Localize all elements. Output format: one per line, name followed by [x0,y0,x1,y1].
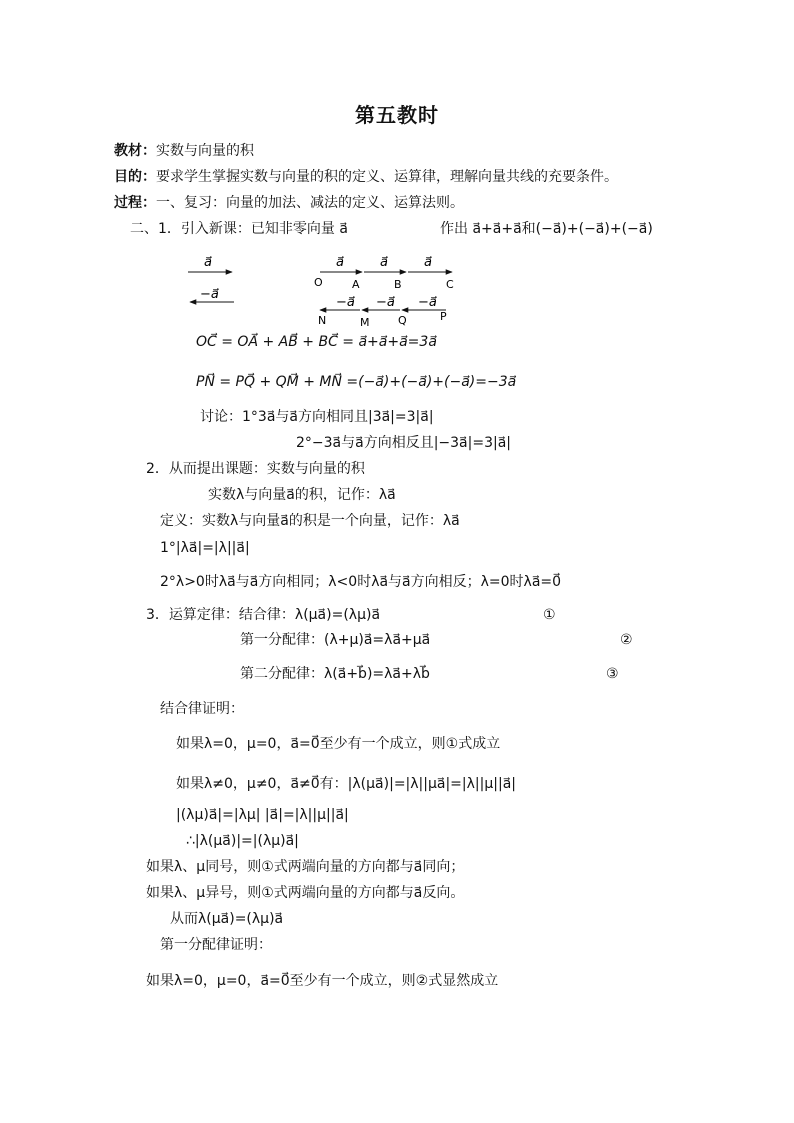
proof-line-4: ∴|λ(μa⃗)|=|(λμ)a⃗| [186,833,299,849]
goal-text: 要求学生掌握实数与向量的积的定义、运算律，理解向量共线的充要条件。 [156,169,618,185]
topic-notation: 实数λ与向量a⃗的积，记作：λa⃗ [208,487,396,503]
goal-label: 目的： [114,169,156,185]
proof-conclusion: 从而λ(μa⃗)=(λμ)a⃗ [170,911,284,927]
material-line [114,142,254,160]
proof-line-6: 如果λ、μ异号，则①式两端向量的方向都与a⃗反向。 [146,885,465,901]
discuss-1: 讨论：1°3a⃗与a⃗方向相同且|3a⃗|=3|a⃗| [200,409,434,425]
proof-line-5: 如果λ、μ同号，则①式两端向量的方向都与a⃗同向； [146,859,465,875]
proof-case-8: 如果λ=0，μ=0，a⃗=0⃗至少有一个成立，则②式显然成立 [146,973,499,989]
proof-case-2: 如果λ≠0，μ≠0，a⃗≠0⃗有：|λ(μa⃗)|=|λ||μa⃗|=|λ||μ||a⃗| [176,776,516,792]
point-n: N [318,314,327,327]
material-label: 教材： [114,143,156,159]
vector-neg-a-label: −a⃗ [200,287,219,302]
proof-case-1: 如果λ=0，μ=0，a⃗=0⃗至少有一个成立，则①式成立 [176,736,501,752]
discuss-2: 2°−3a⃗与a⃗方向相反且|−3a⃗|=3|a⃗| [296,435,512,451]
intro-text: 二、1．引入新课：已知非零向量 a⃗ [130,221,348,237]
label-a2: a⃗ [380,255,388,270]
point-p: P [440,310,447,323]
point-b: B [394,278,402,291]
law-number-1: ① [543,607,556,623]
process-label: 过程： [114,195,156,211]
law-number-2: ② [620,632,633,648]
process-line [114,194,464,212]
point-c: C [446,278,454,291]
law-distributive-2: 第二分配律：λ(a⃗+b⃗)=λa⃗+λb⃗ [240,666,430,682]
goal-line [114,168,618,186]
label-neg-a2: −a⃗ [376,295,395,310]
process-text: 一、复习：向量的加法、减法的定义、运算法则。 [156,195,464,211]
topic-heading: 2．从而提出课题：实数与向量的积 [146,461,365,477]
property-1: 1°|λa⃗|=|λ||a⃗| [160,540,250,556]
proof-heading-2: 第一分配律证明： [160,937,272,953]
proof-heading: 结合律证明： [160,701,244,717]
vector-a-label: a⃗ [204,255,212,270]
proof-line-3: |(λμ)a⃗|=|λμ| |a⃗|=|λ||μ||a⃗| [176,807,349,823]
label-a3: a⃗ [424,255,432,270]
label-neg-a1: −a⃗ [336,295,355,310]
point-m: M [360,316,370,328]
material-text: 实数与向量的积 [156,143,254,159]
label-neg-a3: −a⃗ [418,295,437,310]
point-a: A [352,278,360,291]
label-a1: a⃗ [336,255,344,270]
property-2: 2°λ>0时λa⃗与a⃗方向相同；λ<0时λa⃗与a⃗方向相反；λ=0时λa⃗=0⃗ [160,574,562,590]
point-o: O [314,276,323,289]
equation-oc: OC⃗ = OA⃗ + AB⃗ + BC⃗ = a⃗+a⃗+a⃗=3a⃗ [196,334,437,350]
page-title: 第五教时 [355,103,439,127]
vector-figure [180,248,470,328]
law-distributive-1: 第一分配律：(λ+μ)a⃗=λa⃗+μa⃗ [240,632,431,648]
law-number-3: ③ [606,666,619,682]
equation-pn: PN⃗ = PQ⃗ + QM⃗ + MN⃗ =(−a⃗)+(−a⃗)+(−a⃗)=−3a⃗ [196,374,517,390]
definition: 定义：实数λ与向量a⃗的积是一个向量，记作：λa⃗ [160,513,460,529]
intro-task: 作出 a⃗+a⃗+a⃗和(−a⃗)+(−a⃗)+(−a⃗) [440,221,653,237]
point-q: Q [398,314,407,327]
law-associative: 3．运算定律：结合律：λ(μa⃗)=(λμ)a⃗ [146,607,381,623]
